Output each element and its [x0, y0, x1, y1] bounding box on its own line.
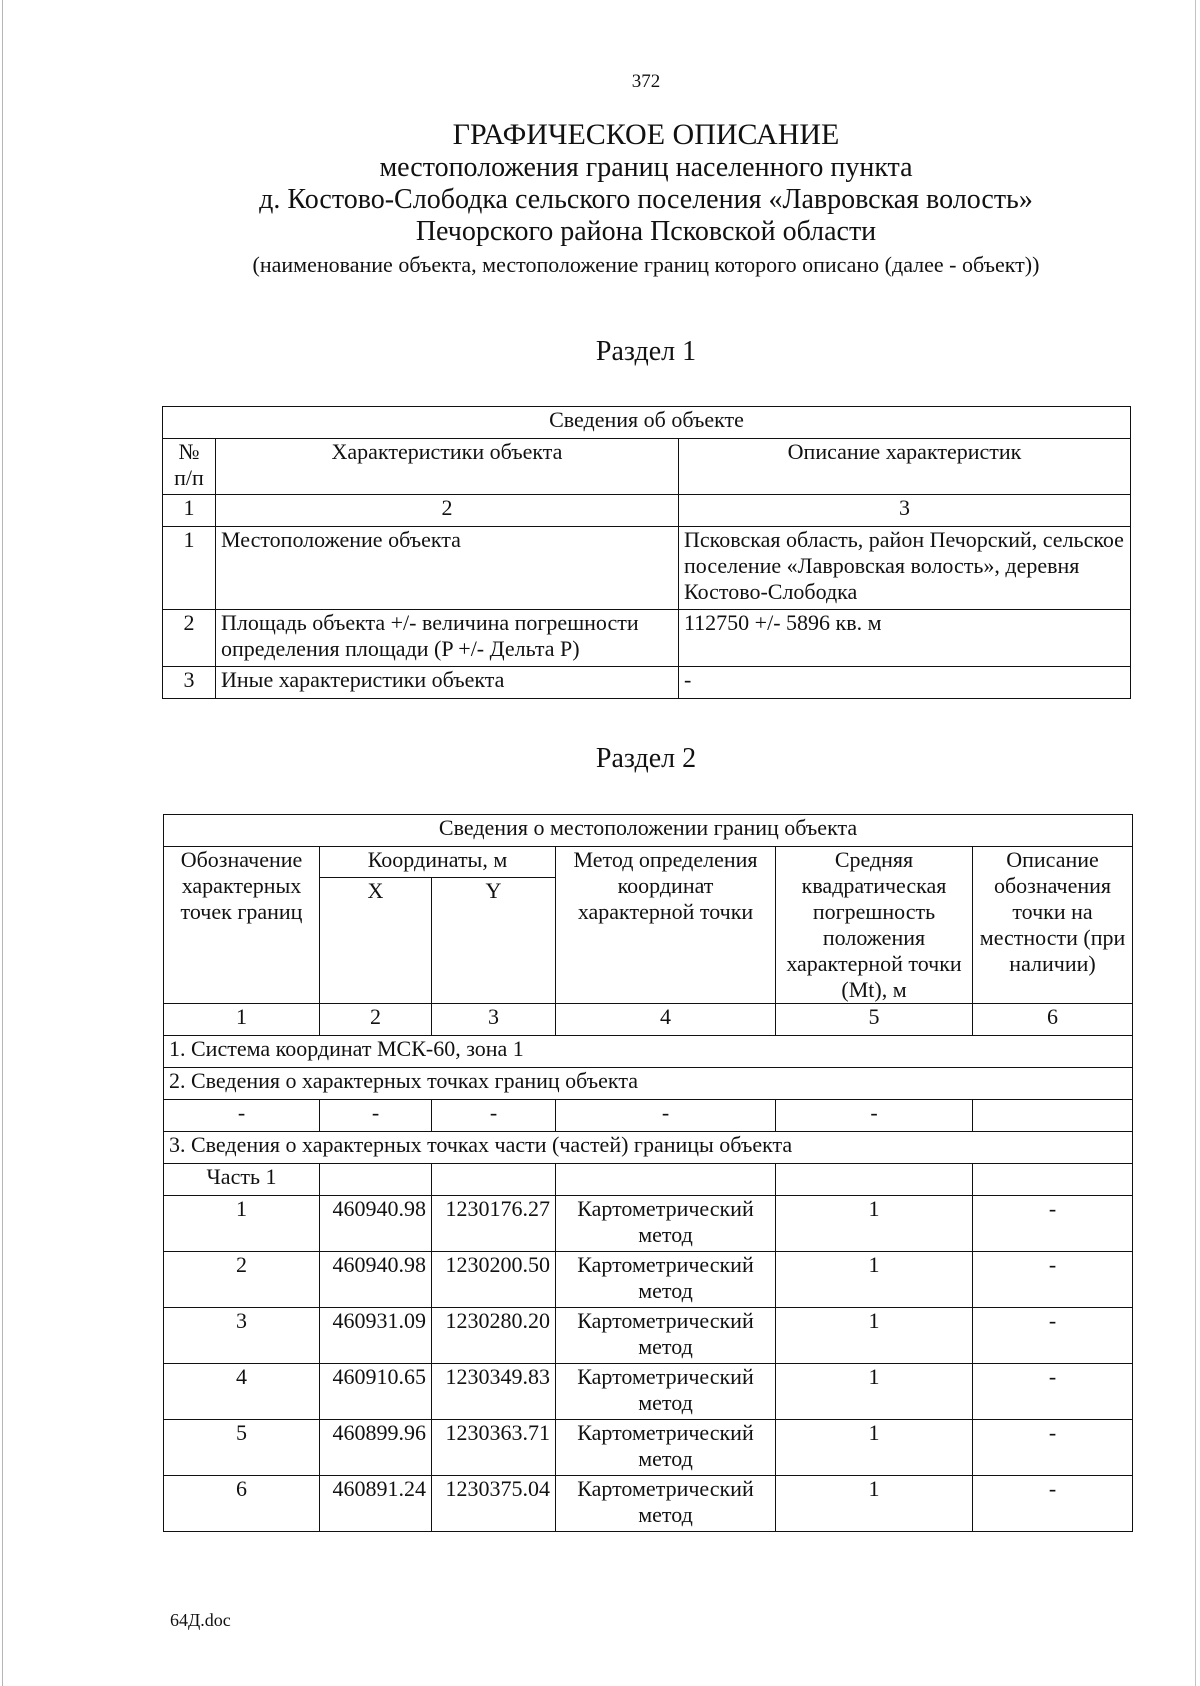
scan-edge-left: [2, 0, 7, 1686]
table1-header-characteristic: Характеристики объекта: [216, 439, 679, 495]
coordinate-system-row: 1. Система координат МСК-60, зона 1: [164, 1036, 1133, 1068]
point-description: -: [973, 1196, 1133, 1252]
table2-colnum: 2: [320, 1004, 432, 1036]
point-description: -: [973, 1364, 1133, 1420]
footer-filename: 64Д.doc: [170, 1610, 231, 1630]
parts-row: 3. Сведения о характерных точках части (частей) границы объекта: [164, 1132, 1133, 1164]
characteristic-value: 112750 +/- 5896 кв. м: [679, 610, 1131, 667]
table1-header-number: № п/п: [163, 439, 216, 495]
point-mt: 1: [776, 1476, 973, 1532]
point-method: Картометрический метод: [556, 1252, 776, 1308]
boundary-points-table: [163, 814, 1133, 1532]
document-title: ГРАФИЧЕСКОЕ ОПИСАНИЕ: [452, 118, 840, 151]
table-row: [164, 1476, 1133, 1532]
empty-cell: -: [432, 1100, 556, 1132]
scan-edge-right: [1191, 0, 1196, 1686]
characteristic-name: Местоположение объекта: [216, 527, 679, 610]
point-description: -: [973, 1420, 1133, 1476]
point-y: 1230280.20: [432, 1308, 556, 1364]
table2-colnum: 3: [432, 1004, 556, 1036]
empty-cell: -: [556, 1100, 776, 1132]
point-x: 460940.98: [320, 1252, 432, 1308]
table-row: [163, 667, 1131, 699]
characteristic-name: Иные характеристики объекта: [216, 667, 679, 699]
point-y: 1230375.04: [432, 1476, 556, 1532]
header-y: Y: [432, 877, 556, 1003]
point-y: 1230349.83: [432, 1364, 556, 1420]
table-row: [164, 1420, 1133, 1476]
point-y: 1230363.71: [432, 1420, 556, 1476]
empty-cell: -: [164, 1100, 320, 1132]
point-id: 6: [164, 1476, 320, 1532]
section-1-heading: Раздел 1: [595, 336, 697, 367]
point-x: 460899.96: [320, 1420, 432, 1476]
empty-cell: -: [320, 1100, 432, 1132]
point-method: Картометрический метод: [556, 1420, 776, 1476]
characteristic-name: Площадь объекта +/- величина погрешности определения площади (P +/- Дельта P): [216, 610, 679, 667]
table1-colnum: 3: [679, 495, 1131, 527]
table2-colnum: 4: [556, 1004, 776, 1036]
point-description: -: [973, 1252, 1133, 1308]
point-method: Картометрический метод: [556, 1364, 776, 1420]
table1-colnum: 1: [163, 495, 216, 527]
point-y: 1230200.50: [432, 1252, 556, 1308]
characteristic-value: Псковская область, район Печорский, сельское поселение «Лавровская волость», деревня Костово-Слободка: [679, 527, 1131, 610]
table-row: [164, 1364, 1133, 1420]
point-x: 460931.09: [320, 1308, 432, 1364]
point-mt: 1: [776, 1196, 973, 1252]
characteristic-value: -: [679, 667, 1131, 699]
table2-colnum: 5: [776, 1004, 973, 1036]
section-2-heading: Раздел 2: [595, 743, 697, 774]
point-method: Картометрический метод: [556, 1308, 776, 1364]
table2-colnum: 1: [164, 1004, 320, 1036]
point-id: 5: [164, 1420, 320, 1476]
point-id: 1: [164, 1196, 320, 1252]
point-mt: 1: [776, 1252, 973, 1308]
point-mt: 1: [776, 1308, 973, 1364]
point-id: 4: [164, 1364, 320, 1420]
table2-caption: Сведения о местоположении границ объекта: [164, 815, 1133, 847]
table-row: [163, 610, 1131, 667]
point-method: Картометрический метод: [556, 1476, 776, 1532]
row-number: 2: [163, 610, 216, 667]
boundary-points-row: 2. Сведения о характерных точках границ объекта: [164, 1068, 1133, 1100]
header-x: X: [320, 877, 432, 1003]
table-row: [164, 1308, 1133, 1364]
row-number: 3: [163, 667, 216, 699]
header-method: Метод определения координат характерной точки: [556, 847, 776, 1004]
point-mt: 1: [776, 1364, 973, 1420]
point-method: Картометрический метод: [556, 1196, 776, 1252]
point-y: 1230176.27: [432, 1196, 556, 1252]
point-x: 460940.98: [320, 1196, 432, 1252]
header-description: Описание обозначения точки на местности (при наличии): [973, 847, 1133, 1004]
point-description: -: [973, 1308, 1133, 1364]
point-id: 2: [164, 1252, 320, 1308]
title-line-2: д. Костово-Слободка сельского поселения «Лавровская волость»: [259, 184, 1033, 215]
title-line-3: Печорского района Псковской области: [415, 216, 877, 247]
point-x: 460891.24: [320, 1476, 432, 1532]
part-label: Часть 1: [164, 1164, 320, 1196]
empty-row: [164, 1100, 1133, 1132]
point-x: 460910.65: [320, 1364, 432, 1420]
table1-header-description: Описание характеристик: [679, 439, 1131, 495]
table1-colnum: 2: [216, 495, 679, 527]
table-row: [163, 527, 1131, 610]
row-number: 1: [163, 527, 216, 610]
object-info-table: [162, 406, 1131, 699]
title-note: (наименование объекта, местоположение границ которого описано (далее - объект)): [252, 252, 1040, 277]
empty-cell: [973, 1100, 1133, 1132]
title-block: [140, 118, 1152, 280]
page-number: 372: [631, 71, 661, 92]
table-row: [164, 1252, 1133, 1308]
title-line-1: местоположения границ населенного пункта: [379, 152, 913, 183]
header-designation: Обозначение характерных точек границ: [164, 847, 320, 1004]
header-coordinates: Координаты, м: [320, 847, 556, 878]
table-row: [164, 1196, 1133, 1252]
header-error: Средняя квадратическая погрешность положения характерной точки (Mt), м: [776, 847, 973, 1004]
table2-colnum: 6: [973, 1004, 1133, 1036]
point-id: 3: [164, 1308, 320, 1364]
empty-cell: -: [776, 1100, 973, 1132]
point-description: -: [973, 1476, 1133, 1532]
point-mt: 1: [776, 1420, 973, 1476]
table1-caption: Сведения об объекте: [163, 407, 1131, 439]
